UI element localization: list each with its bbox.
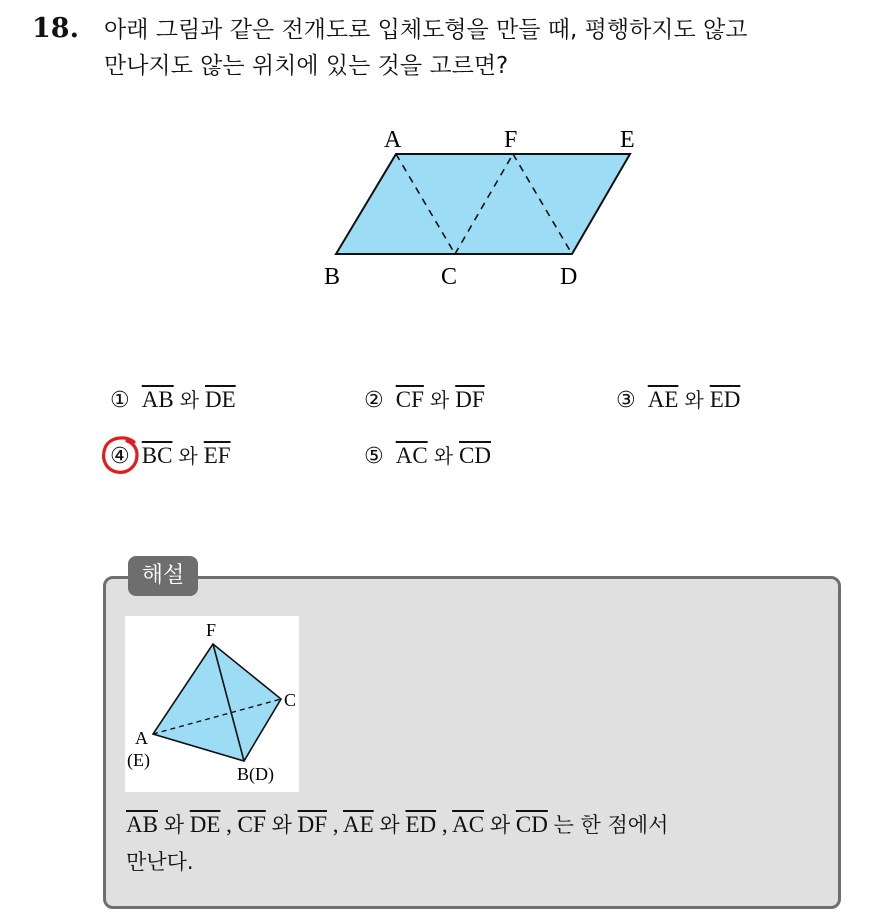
conj: 와 <box>684 388 704 412</box>
conj: 와 <box>179 388 200 412</box>
tetra-label-BD: B(D) <box>237 764 274 784</box>
explanation-text <box>126 806 668 881</box>
net-diagram <box>316 118 646 293</box>
net-parallelogram <box>336 154 630 254</box>
explanation-tag: 해설 <box>128 556 198 596</box>
choice-5[interactable] <box>364 440 491 469</box>
segment: $\overline{CD}$ <box>515 812 548 837</box>
question-text <box>104 12 747 84</box>
segment: $\overline{DE}$ <box>205 387 236 412</box>
separator: , <box>332 812 339 837</box>
segment: $\overline{CF}$ <box>237 812 266 837</box>
answer-mark-icon <box>100 434 142 476</box>
tetra-label-C: C <box>284 690 297 710</box>
conj: 와 <box>178 444 198 468</box>
conj: 와 <box>489 813 511 837</box>
label-C: C <box>441 264 458 290</box>
explanation-line-2: 만난다. <box>126 850 194 874</box>
label-B: B <box>324 264 341 290</box>
conj: 와 <box>379 813 400 837</box>
segment: $\overline{DE}$ <box>189 812 221 837</box>
separator: , <box>441 812 448 837</box>
explanation-line-1 <box>126 806 668 844</box>
conj: 와 <box>429 388 450 412</box>
separator: , <box>226 812 232 837</box>
choice-number: ② <box>364 388 384 413</box>
choice-1[interactable] <box>110 384 236 413</box>
label-D: D <box>560 264 578 290</box>
segment: $\overline{DF}$ <box>455 387 485 412</box>
tetra-label-A: A <box>135 728 148 748</box>
label-A: A <box>384 127 402 153</box>
segment: $\overline{BC}$ <box>141 443 173 468</box>
choice-number: ③ <box>616 388 636 413</box>
segment: $\overline{ED}$ <box>405 812 437 837</box>
explanation-tail: 는 한 점에서 <box>553 813 669 837</box>
question-line-2: 만나지도 않는 위치에 있는 것을 고르면? <box>104 53 509 79</box>
segment: $\overline{AC}$ <box>452 812 485 837</box>
conj: 와 <box>433 444 454 468</box>
tetra-label-F: F <box>206 620 217 640</box>
segment: $\overline{AE}$ <box>343 812 374 837</box>
choice-number: ④ <box>110 444 130 469</box>
tetra-label-E: (E) <box>127 750 150 770</box>
tetrahedron-figure <box>125 616 299 792</box>
question-line-1: 아래 그림과 같은 전개도로 입체도형을 만들 때, 평행하지도 않고 <box>104 17 748 43</box>
segment: $\overline{EF}$ <box>203 443 231 468</box>
conj: 와 <box>163 813 184 837</box>
choice-number: ① <box>110 388 130 413</box>
choice-3[interactable] <box>616 384 740 413</box>
choice-number: ⑤ <box>364 444 384 469</box>
segment: $\overline{AB}$ <box>126 812 158 837</box>
segment: $\overline{CD}$ <box>459 443 491 468</box>
segment: $\overline{AB}$ <box>141 387 174 412</box>
segment: $\overline{ED}$ <box>709 387 741 412</box>
segment: $\overline{DF}$ <box>297 812 328 837</box>
label-E: E <box>620 127 635 153</box>
conj: 와 <box>271 813 292 837</box>
question-number: 18. <box>32 13 79 44</box>
choice-2[interactable] <box>364 384 485 413</box>
label-F: F <box>504 127 518 153</box>
segment: $\overline{AE}$ <box>647 387 679 412</box>
segment: $\overline{AC}$ <box>395 443 428 468</box>
segment: $\overline{CF}$ <box>395 387 424 412</box>
